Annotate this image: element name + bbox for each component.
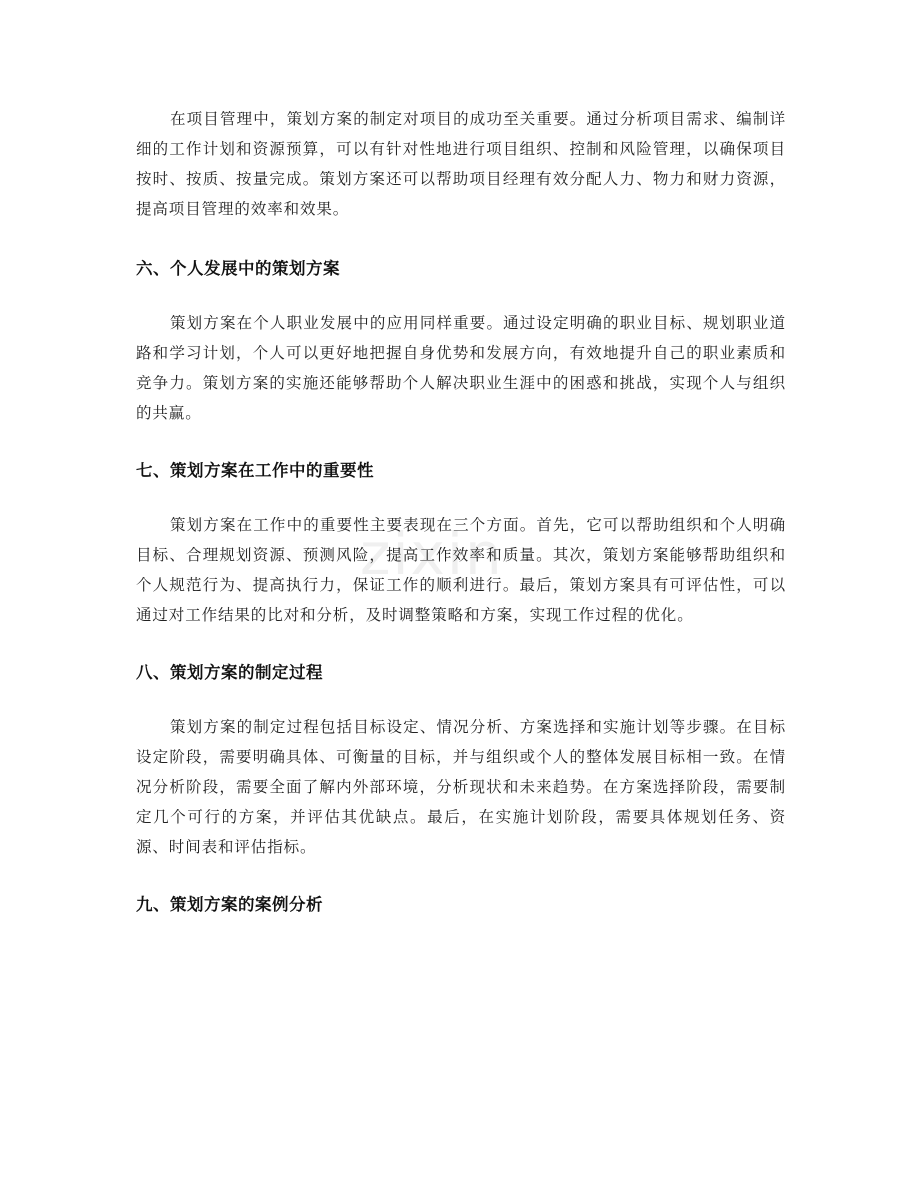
section-7-body: 策划方案在工作中的重要性主要表现在三个方面。首先，它可以帮助组织和个人明确目标、合理规划资源、预测风险，提高工作效率和质量。其次，策划方案能够帮助组织和个人规范行为、提高执行力，保证工作的顺利进行。最后，策划方案具有可评估性，可以通过对工作结果的比对和分析，及时调整策略和方案，实现工作过程的优化。: [136, 516, 786, 624]
section-heading-6: 六、个人发展中的策划方案: [136, 259, 340, 278]
section-8-body: 策划方案的制定过程包括目标设定、情况分析、方案选择和实施计划等步骤。在目标设定阶段，需要明确具体、可衡量的目标，并与组织或个人的整体发展目标相一致。在情况分析阶段，需要全面了解内外部环境，分析现状和未来趋势。在方案选择阶段，需要制定几个可行的方案，并评估其优缺点。最后，在实施计划阶段，需要具体规划任务、资源、时间表和评估指标。: [136, 718, 786, 856]
section-6-body: 策划方案在个人职业发展中的应用同样重要。通过设定明确的职业目标、规划职业道路和学习计划，个人可以更好地把握自身优势和发展方向，有效地提升自己的职业素质和竞争力。策划方案的实施还能够帮助个人解决职业生涯中的困惑和挑战，实现个人与组织的共赢。: [136, 314, 786, 422]
watermark: zixin: [360, 520, 504, 588]
document-content: [136, 104, 786, 920]
section-heading-7: 七、策划方案在工作中的重要性: [136, 461, 374, 480]
section-heading-9: 九、策划方案的案例分析: [136, 895, 323, 914]
section-heading-8: 八、策划方案的制定过程: [136, 663, 323, 682]
intro-paragraph: 在项目管理中，策划方案的制定对项目的成功至关重要。通过分析项目需求、编制详细的工作计划和资源预算，可以有针对性地进行项目组织、控制和风险管理，以确保项目按时、按质、按量完成。策划方案还可以帮助项目经理有效分配人力、物力和财力资源，提高项目管理的效率和效果。: [136, 110, 786, 218]
